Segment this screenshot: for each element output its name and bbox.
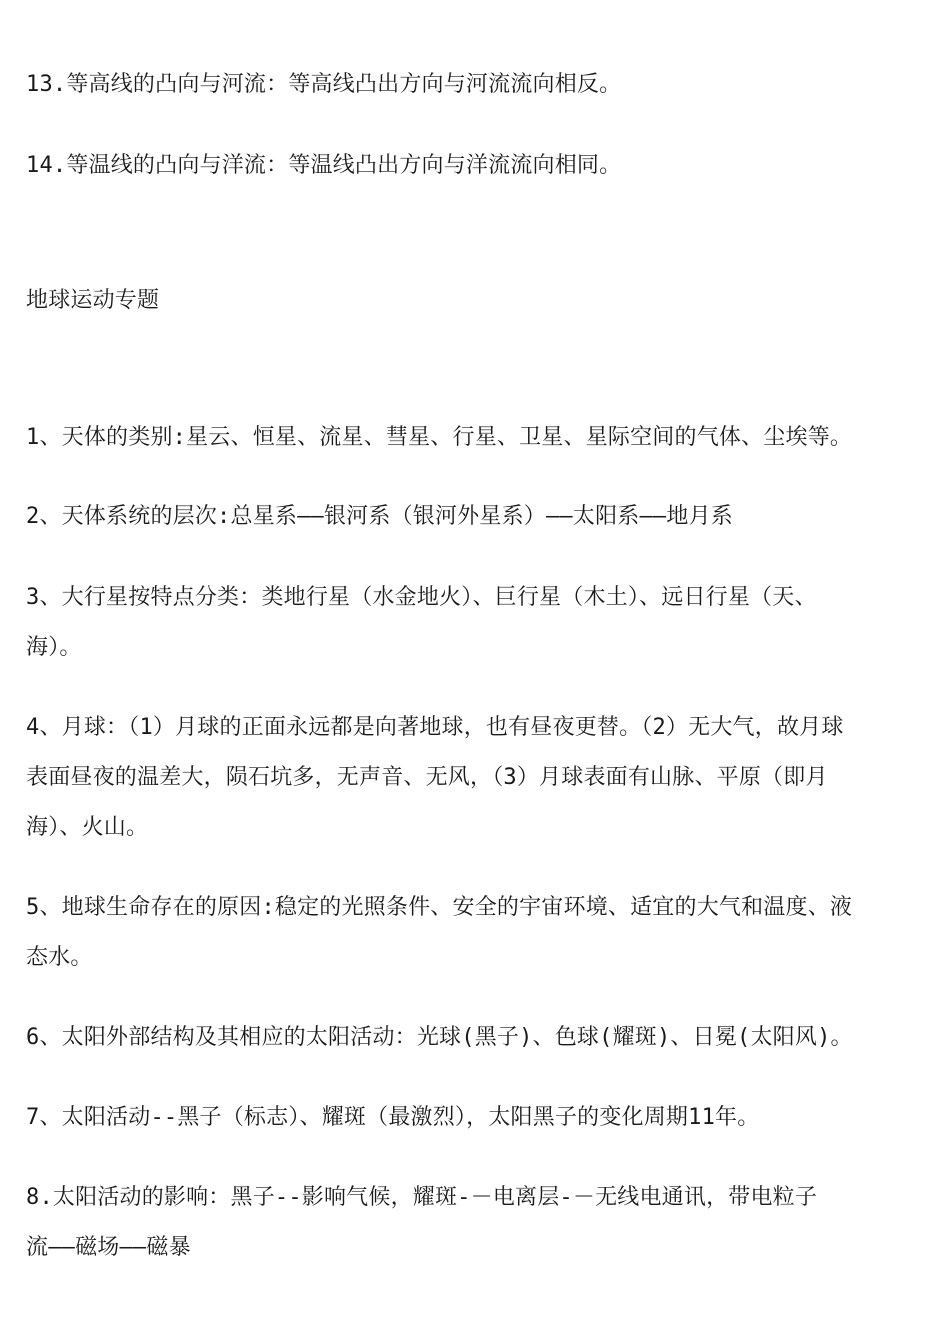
item-4-line-1: 4、月球：（1）月球的正面永远都是向著地球，也有昼夜更替。（2）无大气，故月球 xyxy=(26,715,844,740)
item-4-line-2: 表面昼夜的温差大，陨石坑多，无声音、无风，（3）月球表面有山脉、平原（即月 xyxy=(26,765,828,790)
item-5-line-1: 5、地球生命存在的原因:稳定的光照条件、安全的宇宙环境、适宜的大气和温度、液 xyxy=(26,895,853,920)
item-2-line-1: 2、天体系统的层次:总星系——银河系（银河外星系）——太阳系——地月系 xyxy=(26,504,733,529)
item-4-line-3: 海）、火山。 xyxy=(26,815,149,840)
item-8-line-2: 流——磁场——磁暴 xyxy=(26,1235,191,1260)
section-heading: 地球运动专题 xyxy=(26,288,160,313)
item-8-line-1: 8.太阳活动的影响：黑子--影响气候，耀斑-－电离层-－无线电通讯，带电粒子 xyxy=(26,1185,818,1210)
item-13-line-1: 13.等高线的凸向与河流：等高线凸出方向与河流流向相反。 xyxy=(26,72,622,97)
item-5-line-2: 态水。 xyxy=(26,945,93,970)
item-14-line-1: 14.等温线的凸向与洋流：等温线凸出方向与洋流流向相同。 xyxy=(26,153,622,178)
item-1-line-1: 1、天体的类别:星云、恒星、流星、彗星、行星、卫星、星际空间的气体、尘埃等。 xyxy=(26,425,853,450)
item-7-line-1: 7、太阳活动--黑子（标志）、耀斑（最激烈），太阳黑子的变化周期11年。 xyxy=(26,1105,760,1130)
item-3-line-2: 海）。 xyxy=(26,635,82,660)
item-3-line-1: 3、大行星按特点分类：类地行星（水金地火）、巨行星（木土）、远日行星（天、 xyxy=(26,585,817,610)
item-6-line-1: 6、太阳外部结构及其相应的太阳活动：光球(黑子)、色球(耀斑)、日冕(太阳风)。 xyxy=(26,1025,853,1050)
